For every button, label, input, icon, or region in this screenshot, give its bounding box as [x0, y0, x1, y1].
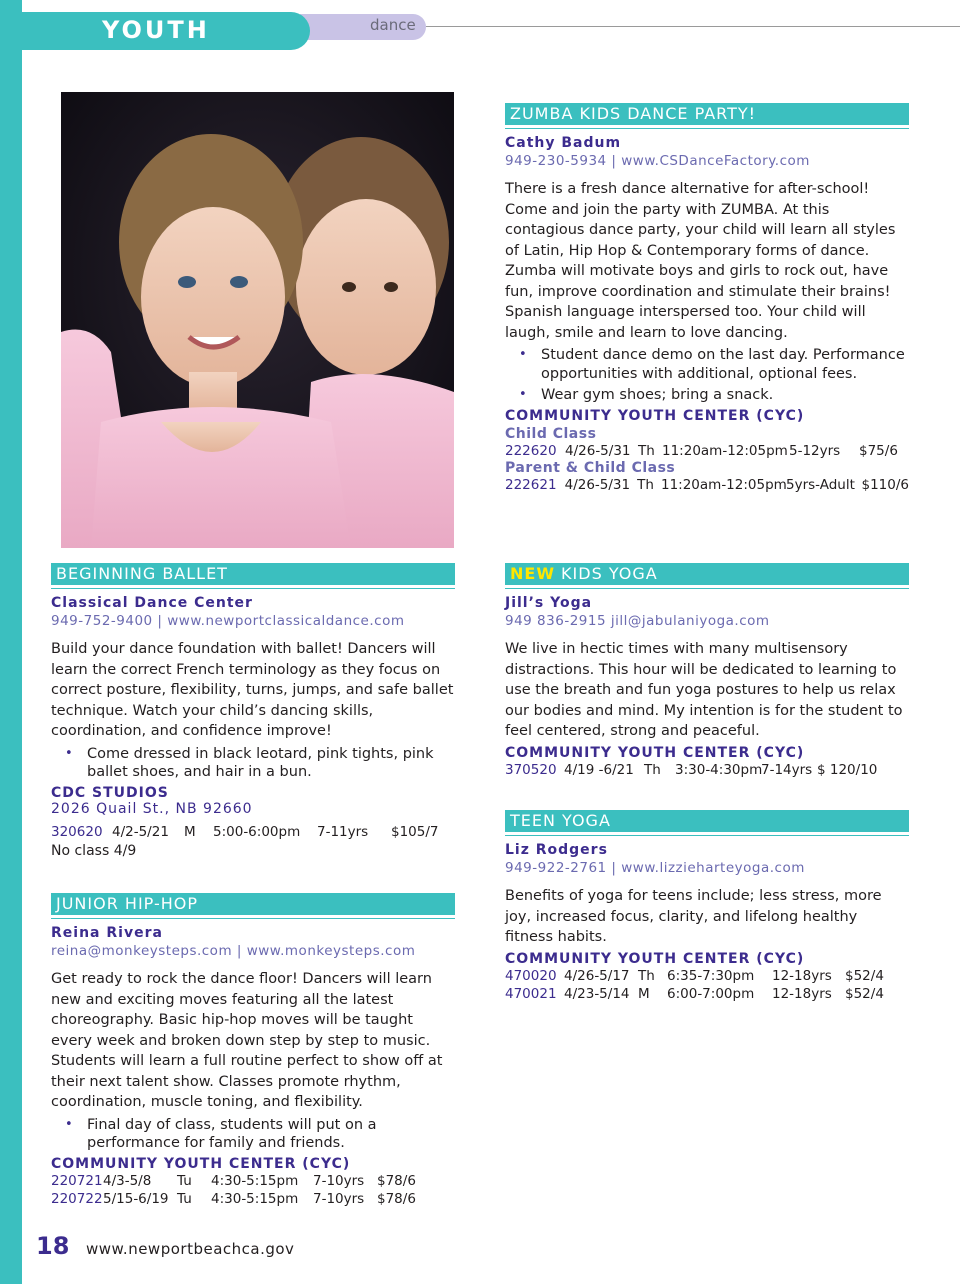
class-ages: 5yrs-Adult	[785, 476, 855, 493]
class-dates: 4/3-5/8	[103, 1172, 152, 1189]
class-day: M	[638, 985, 650, 1002]
teenyoga-instructor: Liz Rodgers	[505, 842, 608, 858]
zumba-title-rule	[505, 128, 909, 129]
class-row	[505, 985, 909, 1003]
class-code: 222621	[505, 476, 557, 493]
class-row	[51, 823, 455, 841]
hiphop-location: COMMUNITY YOUTH CENTER (CYC)	[51, 1155, 351, 1172]
ballet-address: 2026 Quail St., NB 92660	[51, 800, 253, 817]
class-ages: 7-10yrs	[313, 1172, 365, 1189]
class-row	[505, 442, 909, 460]
class-code: 370520	[505, 761, 557, 778]
zumba-contact: 949-230-5934 | www.CSDanceFactory.com	[505, 153, 810, 169]
class-code: 222620	[505, 442, 557, 459]
class-day: Tu	[177, 1190, 192, 1207]
class-day: Th	[638, 442, 655, 459]
class-fee: $78/6	[377, 1172, 416, 1189]
class-day: Th	[644, 761, 661, 778]
class-code: 470021	[505, 985, 557, 1002]
teenyoga-section	[505, 810, 909, 1003]
class-time: 4:30-5:15pm	[211, 1190, 299, 1207]
footer-url: www.newportbeachca.gov	[86, 1240, 295, 1258]
teenyoga-location: COMMUNITY YOUTH CENTER (CYC)	[505, 950, 805, 967]
class-code: 470020	[505, 967, 557, 984]
class-time: 11:20am-12:05pm	[660, 476, 787, 493]
kidsyoga-instructor: Jill’s Yoga	[505, 595, 593, 611]
ballet-location: CDC STUDIOS	[51, 784, 169, 801]
kidsyoga-section	[505, 563, 909, 779]
class-day: M	[184, 823, 196, 840]
class-dates: 4/2-5/21	[112, 823, 169, 840]
class-code: 220721	[51, 1172, 103, 1189]
class-day: Tu	[177, 1172, 192, 1189]
zumba-section	[505, 103, 909, 494]
ballet-contact: 949-752-9400 | www.newportclassicaldance.com	[51, 613, 405, 629]
left-accent-bar	[0, 0, 22, 1284]
kidsyoga-title-text: KIDS YOGA	[554, 564, 658, 583]
class-time: 6:35-7:30pm	[667, 967, 755, 984]
zumba-bullets	[505, 346, 909, 405]
zumba-location: COMMUNITY YOUTH CENTER (CYC)	[505, 407, 805, 424]
kidsyoga-title-rule	[505, 588, 909, 589]
hiphop-contact: reina@monkeysteps.com | www.monkeysteps.com	[51, 943, 416, 959]
class-dates: 4/26-5/31	[565, 442, 631, 459]
class-time: 3:30-4:30pm	[675, 761, 763, 778]
kidsyoga-location: COMMUNITY YOUTH CENTER (CYC)	[505, 744, 805, 761]
class-ages: 5-12yrs	[789, 442, 841, 459]
class-time: 5:00-6:00pm	[213, 823, 301, 840]
dancers-illustration	[61, 92, 454, 548]
page-number: 18	[36, 1232, 70, 1260]
class-day: Th	[638, 967, 655, 984]
ballet-bullets	[51, 745, 455, 782]
class-row	[505, 761, 909, 779]
zumba-title: ZUMBA KIDS DANCE PARTY!	[505, 103, 909, 125]
ballet-note: No class 4/9	[51, 842, 137, 859]
hiphop-title-rule	[51, 918, 455, 919]
class-code: 220722	[51, 1190, 103, 1207]
list-item: • Final day of class, students will put on a performance for family and friends.	[51, 1116, 455, 1153]
kidsyoga-contact: 949 836-2915 jill@jabulaniyoga.com	[505, 613, 770, 629]
class-row	[51, 1172, 455, 1190]
class-dates: 4/26-5/17	[564, 967, 630, 984]
hiphop-bullets	[51, 1116, 455, 1153]
class-day: Th	[637, 476, 654, 493]
ballet-title: BEGINNING BALLET	[51, 563, 455, 585]
class-dates: 4/26-5/31	[564, 476, 631, 493]
class-ages: 12-18yrs	[772, 985, 832, 1002]
ballet-instructor: Classical Dance Center	[51, 595, 253, 611]
list-item: • Wear gym shoes; bring a snack.	[505, 386, 909, 405]
list-item: • Come dressed in black leotard, pink tights, pink ballet shoes, and hair in a bun.	[51, 745, 455, 782]
header-rule	[426, 26, 960, 27]
new-badge: NEW	[510, 564, 555, 583]
class-time: 4:30-5:15pm	[211, 1172, 299, 1189]
class-time: 11:20am-12:05pm	[662, 442, 788, 459]
class-fee: $75/6	[859, 442, 898, 459]
zumba-class2-name: Parent & Child Class	[505, 459, 676, 476]
class-ages: 7-10yrs	[313, 1190, 365, 1207]
class-fee: $52/4	[845, 967, 884, 984]
hiphop-description: Get ready to rock the dance floor! Dancers will learn new and exciting moves featuring all the latest choreography. Basic hip-hop moves will be taught every week and broken down step by step to music. Students will learn a full routine perfect to show off at their next talent show. Classes promote rhythm, coordination, muscle toning, and flexibility.	[51, 971, 443, 1110]
section-title: YOUTH	[102, 16, 210, 44]
teenyoga-contact: 949-922-2761 | www.lizzieharteyoga.com	[505, 860, 805, 876]
teenyoga-title: TEEN YOGA	[505, 810, 909, 832]
dancers-photo	[61, 92, 454, 548]
list-item: • Student dance demo on the last day. Performance opportunities with additional, optional fees.	[505, 346, 909, 383]
subsection-label: dance	[370, 16, 416, 34]
class-dates: 5/15-6/19	[103, 1190, 169, 1207]
class-row	[505, 476, 909, 494]
ballet-description: Build your dance foundation with ballet! Dancers will learn the correct French terminology as they focus on correct posture, flexibility, turns, jumps, and safe ballet technique. Watch your child’s dancing skills, coordination, and confidence improve!	[51, 641, 454, 739]
class-ages: 7-11yrs	[317, 823, 369, 840]
zumba-instructor: Cathy Badum	[505, 135, 622, 151]
kidsyoga-description: We live in hectic times with many multisensory distractions. This hour will be dedicated to learning to use the breath and fun yoga postures to help us relax our bodies and mind. My intention is for the student to feel centered, strong and peaceful.	[505, 641, 903, 739]
class-row	[505, 967, 909, 985]
kidsyoga-title	[505, 563, 909, 585]
class-code: 320620	[51, 823, 103, 840]
zumba-class1-name: Child Class	[505, 425, 597, 442]
class-fee: $110/6	[861, 476, 909, 493]
teenyoga-description: Benefits of yoga for teens include; less stress, more joy, increased focus, clarity, and lifelong healthy fitness habits.	[505, 888, 882, 945]
ballet-title-rule	[51, 588, 455, 589]
class-row	[51, 1190, 455, 1208]
class-dates: 4/23-5/14	[564, 985, 630, 1002]
class-fee: $78/6	[377, 1190, 416, 1207]
class-ages: 7-14yrs	[761, 761, 813, 778]
ballet-section	[51, 563, 455, 861]
hiphop-instructor: Reina Rivera	[51, 925, 163, 941]
zumba-description: There is a fresh dance alternative for after-school! Come and join the party with ZUMBA. At this contagious dance party, your child will learn all styles of Latin, Hip Hop & Contemporary forms of dance. Zumba will motivate boys and girls to rock out, have fun, improve coordination and stimulate their brains! Spanish language interspersed too. Your child will laugh, smile and learn to love dancing.	[505, 181, 896, 341]
teenyoga-title-rule	[505, 835, 909, 836]
class-ages: 12-18yrs	[772, 967, 832, 984]
hiphop-title: JUNIOR HIP-HOP	[51, 893, 455, 915]
class-dates: 4/19 -6/21	[564, 761, 634, 778]
class-fee: $52/4	[845, 985, 884, 1002]
class-time: 6:00-7:00pm	[667, 985, 755, 1002]
hiphop-section	[51, 893, 455, 1208]
class-fee: $ 120/10	[817, 761, 878, 778]
class-fee: $105/7	[391, 823, 439, 840]
